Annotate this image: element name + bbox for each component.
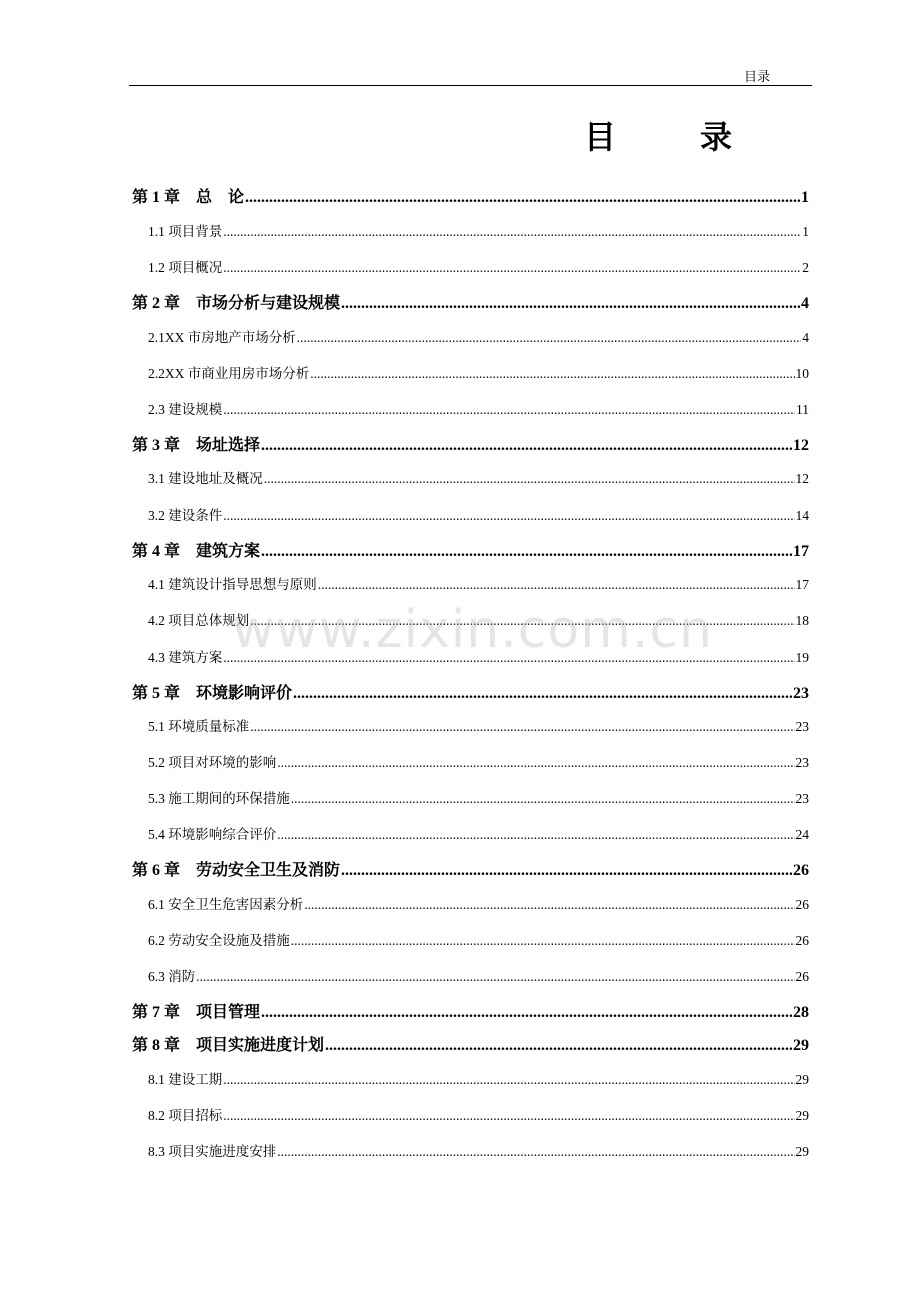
toc-page-number: 11	[796, 402, 809, 417]
toc-page-number: 17	[793, 543, 809, 560]
toc-dot-leader	[223, 260, 801, 276]
toc-entry-label: 5.1 环境质量标准	[148, 719, 250, 734]
toc-page-number: 23	[795, 719, 809, 734]
toc-dot-leader	[277, 827, 794, 843]
toc-dot-leader	[223, 1072, 794, 1088]
toc-dot-leader	[264, 471, 795, 487]
title-char-2: 录	[700, 118, 733, 156]
toc-page-number: 4	[802, 330, 809, 345]
toc-entry-label: 8.2 项目招标	[148, 1108, 223, 1123]
toc-page-number: 23	[795, 791, 809, 806]
toc-dot-leader	[277, 755, 794, 771]
toc-entry-label: 5.3 施工期间的环保措施	[148, 791, 290, 806]
toc-dot-leader	[293, 685, 792, 703]
toc-section-entry[interactable]	[148, 961, 809, 985]
toc-entry-label: 第 3 章 场址选择	[132, 437, 261, 454]
toc-page-number: 26	[793, 862, 809, 879]
toc-entry-label: 第 1 章 总 论	[132, 189, 245, 206]
toc-entry-label: 4.3 建筑方案	[148, 650, 223, 665]
toc-page-number: 1	[802, 224, 809, 239]
toc-entry-label: 2.3 建设规模	[148, 402, 223, 417]
toc-chapter-entry[interactable]	[132, 679, 809, 703]
toc-page-number: 26	[795, 933, 809, 948]
toc-section-entry[interactable]	[148, 747, 809, 771]
toc-page-number: 2	[802, 260, 809, 275]
toc-dot-leader	[223, 402, 795, 418]
toc-entry-label: 6.2 劳动安全设施及措施	[148, 933, 290, 948]
toc-page-number: 29	[795, 1072, 809, 1087]
toc-chapter-entry[interactable]	[132, 537, 809, 561]
toc-dot-leader	[223, 224, 801, 240]
toc-page-number: 12	[795, 471, 809, 486]
toc-entry-label: 1.2 项目概况	[148, 260, 223, 275]
toc-section-entry[interactable]	[148, 216, 809, 240]
toc-section-entry[interactable]	[148, 569, 809, 593]
toc-page-number: 14	[795, 508, 809, 523]
toc-page-number: 10	[795, 366, 809, 381]
toc-entry-label: 第 7 章 项目管理	[132, 1004, 261, 1021]
toc-chapter-entry[interactable]	[132, 289, 809, 313]
toc-entry-label: 8.3 项目实施进度安排	[148, 1144, 277, 1159]
toc-entry-label: 6.1 安全卫生危害因素分析	[148, 897, 304, 912]
toc-dot-leader	[261, 437, 792, 455]
toc-section-entry[interactable]	[148, 463, 809, 487]
toc-section-entry[interactable]	[148, 322, 809, 346]
toc-section-entry[interactable]	[148, 358, 809, 382]
toc-dot-leader	[261, 1004, 792, 1022]
toc-dot-leader	[250, 719, 794, 735]
toc-page-number: 17	[795, 577, 809, 592]
toc-section-entry[interactable]	[148, 819, 809, 843]
toc-page-number: 29	[793, 1037, 809, 1054]
toc-entry-label: 第 6 章 劳动安全卫生及消防	[132, 862, 341, 879]
toc-entry-label: 第 4 章 建筑方案	[132, 543, 261, 560]
toc-chapter-entry[interactable]	[132, 998, 809, 1022]
toc-dot-leader	[277, 1144, 794, 1160]
toc-entry-label: 4.1 建筑设计指导思想与原则	[148, 577, 317, 592]
toc-chapter-entry[interactable]	[132, 1031, 809, 1055]
toc-dot-leader	[245, 189, 800, 207]
toc-section-entry[interactable]	[148, 711, 809, 735]
toc-entry-label: 3.2 建设条件	[148, 508, 223, 523]
toc-dot-leader	[310, 366, 794, 382]
toc-section-entry[interactable]	[148, 394, 809, 418]
toc-page-number: 28	[793, 1004, 809, 1021]
toc-dot-leader	[291, 933, 795, 949]
toc-dot-leader	[341, 862, 792, 880]
toc-page-number: 18	[795, 613, 809, 628]
toc-section-entry[interactable]	[148, 1136, 809, 1160]
toc-entry-label: 第 2 章 市场分析与建设规模	[132, 295, 341, 312]
header-divider	[129, 85, 812, 86]
toc-dot-leader	[196, 969, 794, 985]
toc-page-number: 26	[795, 897, 809, 912]
toc-section-entry[interactable]	[148, 1100, 809, 1124]
toc-entry-label: 8.1 建设工期	[148, 1072, 223, 1087]
toc-chapter-entry[interactable]	[132, 431, 809, 455]
toc-page-number: 4	[801, 295, 809, 312]
toc-dot-leader	[325, 1037, 792, 1055]
toc-page-number: 26	[795, 969, 809, 984]
toc-dot-leader	[318, 577, 795, 593]
toc-entry-label: 2.1XX 市房地产市场分析	[148, 330, 296, 345]
toc-section-entry[interactable]	[148, 252, 809, 276]
toc-entry-label: 2.2XX 市商业用房市场分析	[148, 366, 310, 381]
toc-chapter-entry[interactable]	[132, 856, 809, 880]
toc-dot-leader	[223, 1108, 794, 1124]
title-char-1: 目	[584, 118, 617, 156]
toc-dot-leader	[304, 897, 794, 913]
toc-entry-label: 5.2 项目对环境的影响	[148, 755, 277, 770]
toc-section-entry[interactable]	[148, 925, 809, 949]
toc-page-number: 23	[795, 755, 809, 770]
toc-entry-label: 6.3 消防	[148, 969, 196, 984]
toc-page-number: 19	[795, 650, 809, 665]
toc-entry-label: 1.1 项目背景	[148, 224, 223, 239]
toc-dot-leader	[291, 791, 795, 807]
toc-page-number: 1	[801, 189, 809, 206]
toc-entry-label: 第 8 章 项目实施进度计划	[132, 1037, 325, 1054]
toc-section-entry[interactable]	[148, 889, 809, 913]
watermark: www.zixin.com.cn	[232, 600, 713, 660]
toc-chapter-entry[interactable]	[132, 183, 809, 207]
toc-page-number: 23	[793, 685, 809, 702]
toc-section-entry[interactable]	[148, 1064, 809, 1088]
toc-page-number: 24	[795, 827, 809, 842]
toc-entry-label: 4.2 项目总体规划	[148, 613, 250, 628]
toc-dot-leader	[223, 508, 794, 524]
running-header: 目录	[744, 69, 771, 84]
toc-page-number: 29	[795, 1144, 809, 1159]
toc-page-number: 29	[795, 1108, 809, 1123]
toc-dot-leader	[261, 543, 792, 561]
toc-page-number: 12	[793, 437, 809, 454]
toc-section-entry[interactable]	[148, 500, 809, 524]
toc-section-entry[interactable]	[148, 783, 809, 807]
toc-dot-leader	[297, 330, 802, 346]
toc-entry-label: 3.1 建设地址及概况	[148, 471, 263, 486]
toc-dot-leader	[341, 295, 800, 313]
toc-entry-label: 5.4 环境影响综合评价	[148, 827, 277, 842]
toc-entry-label: 第 5 章 环境影响评价	[132, 685, 293, 702]
